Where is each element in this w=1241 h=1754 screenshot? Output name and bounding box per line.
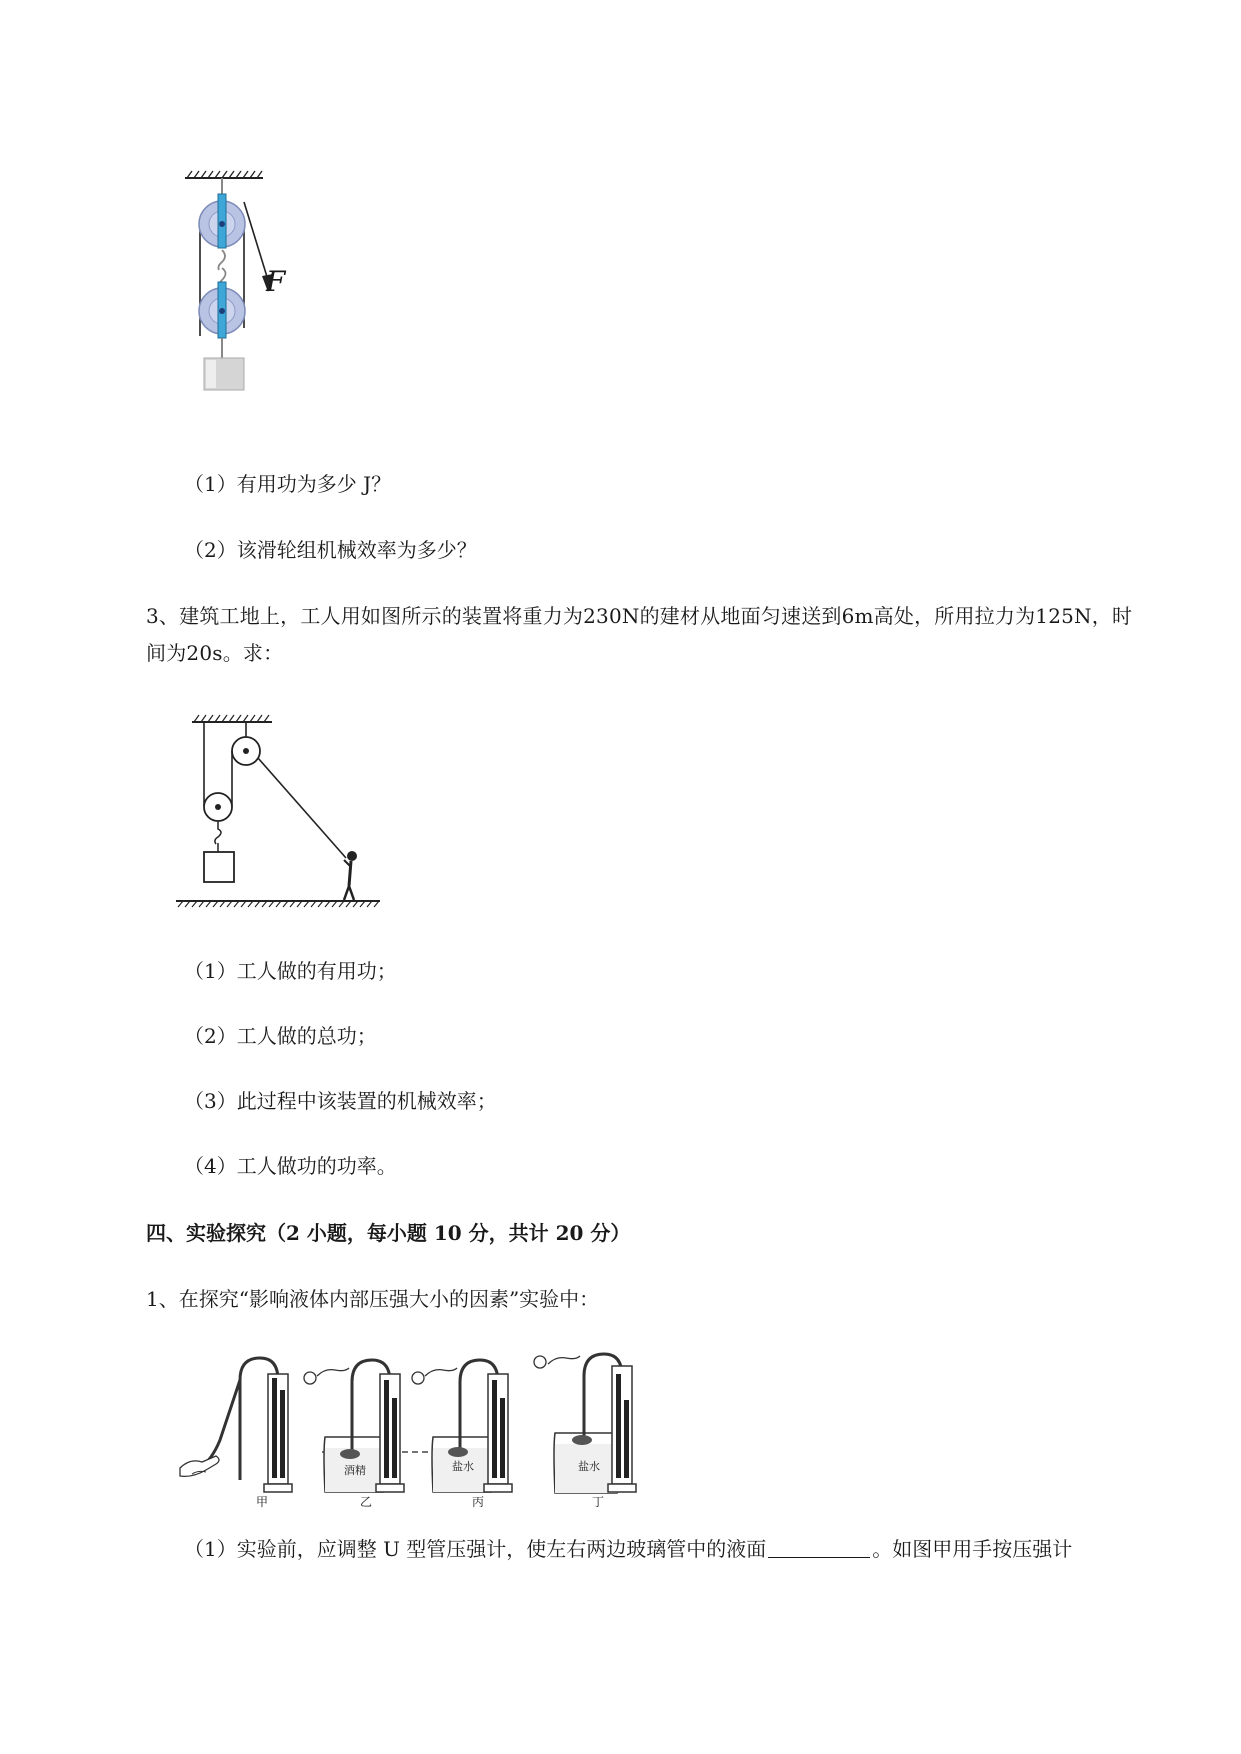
q1-sub1-after: 。如图甲用手按压强计: [872, 1537, 1073, 1561]
panel-label-ding: 丁: [592, 1495, 605, 1508]
q1-sub1-before: （1）实验前，应调整 U 型管压强计，使左右两边玻璃管中的液面: [184, 1537, 767, 1561]
panel-label-yi: 乙: [360, 1495, 373, 1508]
section4-q1-sub1: [184, 1535, 1072, 1563]
section4-heading: 四、实验探究（2 小题，每小题 10 分，共计 20 分）: [146, 1221, 631, 1245]
force-label-f: F: [266, 265, 286, 298]
q3-stem: 3、建筑工地上，工人用如图所示的装置将重力为230N的建材从地面匀速送到6m高处，所用拉力为125N，时间为20s。求：: [146, 604, 1133, 665]
beaker-label-jiujing: 酒精: [344, 1464, 366, 1477]
section4-q1-stem: 1、在探究“影响液体内部压强大小的因素”实验中：: [146, 1287, 600, 1311]
q3-sub4: （4）工人做功的功率。: [184, 1154, 397, 1178]
panel-label-jia: 甲: [256, 1495, 269, 1508]
q2-sub1: （1）有用功为多少 J？: [184, 472, 392, 496]
q3-sub1: （1）工人做的有用功；: [184, 959, 397, 983]
worker-pulley-figure: [170, 712, 390, 912]
q2-sub2: （2）该滑轮组机械效率为多少？: [184, 538, 477, 562]
q3-sub3: （3）此过程中该装置的机械效率；: [184, 1089, 497, 1113]
answer-blank[interactable]: [768, 1537, 870, 1558]
manometer-figure: [172, 1340, 722, 1508]
beaker-label-yanshui-2: 盐水: [578, 1460, 600, 1473]
q3-sub2: （2）工人做的总功；: [184, 1024, 377, 1048]
panel-label-bing: 丙: [472, 1495, 485, 1508]
beaker-label-yanshui-1: 盐水: [452, 1460, 474, 1473]
